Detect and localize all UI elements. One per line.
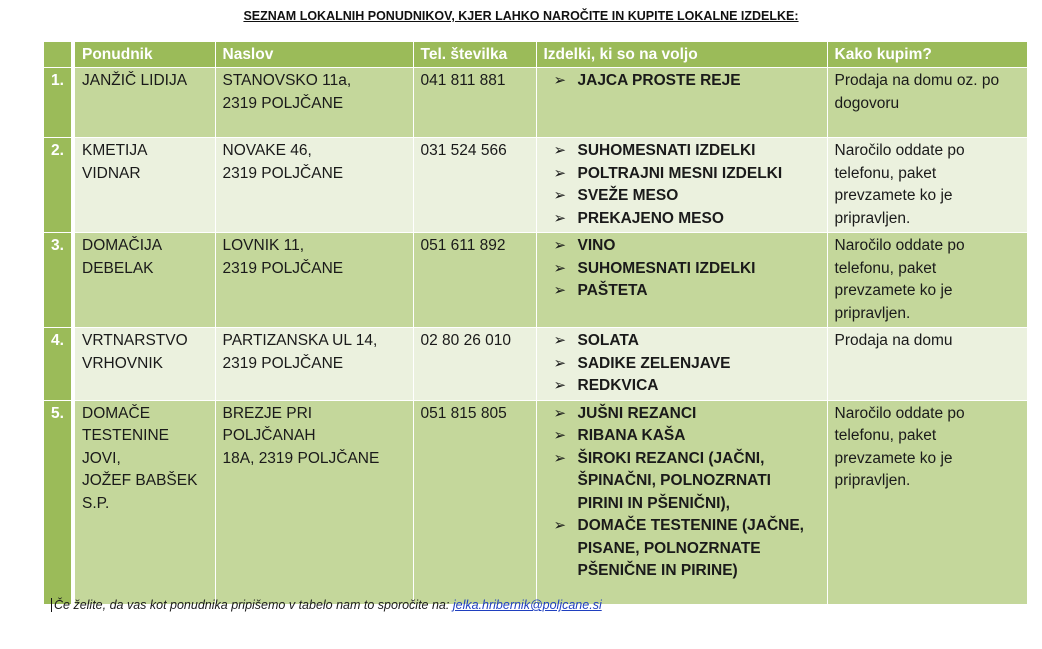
arrow-bullet-icon: ➢ [553, 142, 567, 159]
phone-cell: 041 811 881 [413, 68, 536, 138]
footer-note [51, 598, 602, 612]
product-label: SVEŽE MESO [577, 187, 679, 204]
how-to-buy-cell-line: prevzamete ko je [834, 187, 953, 204]
address-cell-line: PARTIZANSKA UL 14, [222, 332, 378, 349]
table-row [44, 138, 1027, 233]
row-number: 4. [44, 328, 73, 401]
address-cell-line: BREZJE PRI POLJČANAH [222, 404, 316, 444]
product-label: RIBANA KAŠA [577, 427, 686, 444]
product-item [553, 375, 820, 398]
table-row [44, 68, 1027, 138]
arrow-bullet-icon: ➢ [553, 164, 567, 182]
phone-cell: 051 611 892 [413, 233, 536, 328]
products-cell [536, 68, 827, 138]
arrow-bullet-icon: ➢ [553, 282, 567, 299]
arrow-bullet-icon: ➢ [553, 377, 567, 394]
product-label: VINO [577, 237, 616, 254]
product-item [553, 353, 820, 376]
arrow-bullet-icon: ➢ [553, 332, 567, 349]
arrow-bullet-icon: ➢ [553, 187, 567, 204]
header-phone: Tel. številka [413, 42, 536, 68]
phone-cell: 02 80 26 010 [413, 328, 536, 401]
how-to-buy-cell-line: telefonu, paket [834, 164, 937, 182]
arrow-bullet-icon: ➢ [553, 449, 567, 467]
product-item [553, 163, 820, 186]
how-to-buy-cell-line: Naročilo oddate po [834, 404, 965, 422]
how-to-buy-cell-line: telefonu, paket [834, 427, 937, 444]
header-row [44, 42, 1027, 68]
provider-cell-line: KMETIJA [82, 142, 148, 159]
provider-cell [73, 233, 215, 328]
phone-cell: 031 524 566 [413, 138, 536, 233]
how-to-buy-cell-line: Naročilo oddate po [834, 142, 965, 159]
address-cell-line: LOVNIK 11, [222, 237, 305, 254]
product-label: SOLATA [577, 332, 639, 349]
product-label: SUHOMESNATI IZDELKI [577, 259, 756, 277]
arrow-bullet-icon: ➢ [553, 237, 567, 254]
header-address: Naslov [215, 42, 413, 68]
arrow-bullet-icon: ➢ [553, 72, 567, 89]
how-to-buy-cell-line: dogovoru [834, 94, 900, 112]
table-row [44, 233, 1027, 328]
how-to-buy-cell-line: telefonu, paket [834, 259, 937, 277]
product-item [553, 185, 820, 208]
product-label: SADIKE ZELENJAVE [577, 354, 731, 372]
product-label: SUHOMESNATI IZDELKI [577, 142, 756, 159]
product-label: ŠIROKI REZANCI (JAČNI, ŠPINAČNI, POLNOZRNATI PIRINI IN PŠENIČNI), [577, 449, 771, 512]
provider-cell-line: VRTNARSTVO [82, 332, 188, 349]
product-label: PAŠTETA [577, 282, 648, 299]
header-number [44, 42, 73, 68]
product-item [553, 330, 820, 353]
provider-cell [73, 400, 215, 604]
products-cell [536, 328, 827, 401]
products-list [544, 70, 820, 93]
product-item [553, 280, 820, 303]
how-to-buy-cell-line: Prodaja na domu [834, 332, 953, 349]
products-cell [536, 233, 827, 328]
address-cell-line: NOVAKE 46, [222, 142, 312, 159]
address-cell [215, 233, 413, 328]
product-label: DOMAČE TESTENINE (JAČNE, PISANE, POLNOZRNATE PŠENIČNE IN PIRINE) [577, 517, 804, 579]
address-cell-line: 18A, 2319 POLJČANE [222, 449, 380, 467]
address-cell [215, 328, 413, 401]
address-cell-line: 2319 POLJČANE [222, 259, 344, 277]
how-to-buy-cell-line: prevzamete ko je [834, 449, 953, 467]
products-list [544, 235, 820, 303]
table-row [44, 400, 1027, 604]
product-item [553, 208, 820, 231]
row-number: 1. [44, 68, 73, 138]
products-list [544, 403, 820, 583]
address-cell-line: 2319 POLJČANE [222, 354, 344, 372]
arrow-bullet-icon: ➢ [553, 404, 567, 422]
header-how-to-buy: Kako kupim? [827, 42, 1027, 68]
provider-cell-line: JANŽIČ LIDIJA [82, 72, 188, 89]
how-to-buy-cell-line: prevzamete ko je [834, 282, 953, 299]
row-number: 2. [44, 138, 73, 233]
arrow-bullet-icon: ➢ [553, 517, 567, 534]
address-cell [215, 400, 413, 604]
products-cell [536, 138, 827, 233]
table-row [44, 328, 1027, 401]
address-cell-line: 2319 POLJČANE [222, 94, 344, 112]
arrow-bullet-icon: ➢ [553, 427, 567, 444]
product-item [553, 515, 820, 583]
products-cell [536, 400, 827, 604]
how-to-buy-cell-line: pripravljen. [834, 209, 911, 227]
provider-cell-line: VIDNAR [82, 164, 141, 182]
how-to-buy-cell [827, 233, 1027, 328]
product-label: POLTRAJNI MESNI IZDELKI [577, 164, 783, 182]
provider-cell [73, 328, 215, 401]
arrow-bullet-icon: ➢ [553, 354, 567, 372]
provider-cell-line: DOMAČIJA [82, 237, 163, 254]
arrow-bullet-icon: ➢ [553, 259, 567, 277]
provider-cell [73, 138, 215, 233]
provider-cell-line: JOŽEF BABŠEK [82, 472, 198, 489]
products-list [544, 140, 820, 230]
how-to-buy-cell-line: Naročilo oddate po [834, 237, 965, 254]
product-label: REDKVICA [577, 377, 659, 394]
providers-table [44, 42, 1028, 604]
provider-cell [73, 68, 215, 138]
how-to-buy-cell-line: Prodaja na domu oz. po [834, 72, 1000, 89]
phone-cell: 051 815 805 [413, 400, 536, 604]
header-products: Izdelki, ki so na voljo [536, 42, 827, 68]
product-item [553, 70, 820, 93]
product-item [553, 258, 820, 281]
address-cell [215, 68, 413, 138]
product-label: PREKAJENO MESO [577, 209, 724, 227]
how-to-buy-cell [827, 138, 1027, 233]
provider-cell-line: TESTENINE JOVI, [82, 427, 169, 467]
how-to-buy-cell-line: pripravljen. [834, 472, 911, 489]
address-cell-line: STANOVSKO 11a, [222, 72, 352, 89]
row-number: 3. [44, 233, 73, 328]
page-title: SEZNAM LOKALNIH PONUDNIKOV, KJER LAHKO NAROČITE IN KUPITE LOKALNE IZDELKE: [243, 9, 799, 23]
footer-text: Če želite, da vas kot ponudnika pripišemo v tabelo nam to sporočite na: [54, 598, 453, 612]
product-item [553, 448, 820, 516]
row-number: 5. [44, 400, 73, 604]
products-list [544, 330, 820, 398]
product-item [553, 425, 820, 448]
email-link[interactable]: jelka.hribernik@poljcane.si [452, 598, 602, 612]
provider-cell-line: DOMAČE [82, 404, 151, 422]
product-item [553, 235, 820, 258]
product-label: JUŠNI REZANCI [577, 404, 697, 422]
provider-cell-line: VRHOVNIK [82, 354, 163, 372]
how-to-buy-cell [827, 400, 1027, 604]
product-item [553, 403, 820, 426]
address-cell-line: 2319 POLJČANE [222, 164, 344, 182]
address-cell [215, 138, 413, 233]
how-to-buy-cell-line: pripravljen. [834, 304, 911, 322]
provider-cell-line: DEBELAK [82, 259, 154, 277]
arrow-bullet-icon: ➢ [553, 209, 567, 227]
how-to-buy-cell [827, 68, 1027, 138]
product-item [553, 140, 820, 163]
product-label: JAJCA PROSTE REJE [577, 72, 741, 89]
provider-cell-line: S.P. [82, 494, 110, 512]
how-to-buy-cell [827, 328, 1027, 401]
header-provider: Ponudnik [73, 42, 215, 68]
